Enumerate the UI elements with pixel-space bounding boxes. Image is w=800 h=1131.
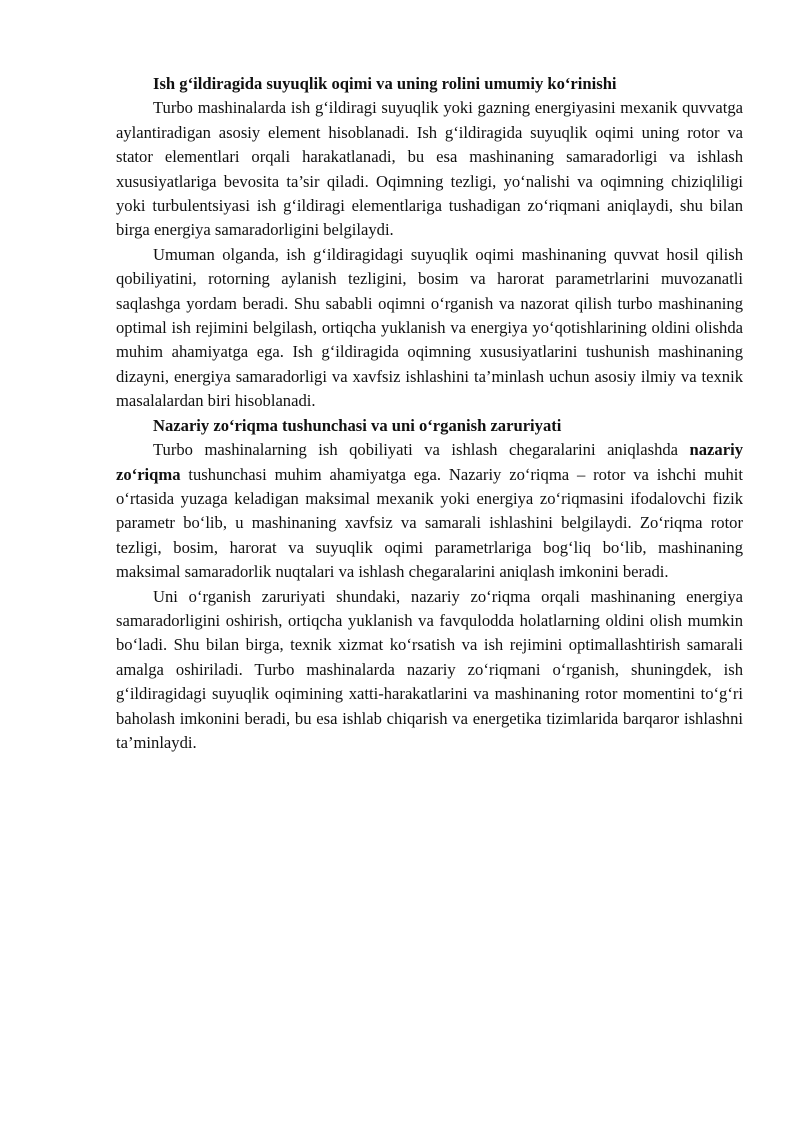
paragraph-flow-intro: Turbo mashinalarda ish g‘ildiragi suyuqlik yoki gazning energiyasini mexanik quvvatga aylantiradigan asosiy element hisoblanadi. Ish g‘ildiragida suyuqlik oqimi uning rotor va stator elementlari orqali harakatlanadi, bu esa mashinaning samaradorligi va ishlash xususiyatlariga bevosita ta’sir qiladi. Oqimning tezligi, yo‘nalishi va oqimning chiziqliligi yoki turbulentsiyasi ish g‘ildiragi elementlariga tushadigan zo‘riqmani aniqlaydi, shu bilan birga energiya samaradorligini belgilaydi. (116, 98, 743, 240)
bold-term: nazariy zo‘riqma (116, 440, 743, 484)
paragraph-flow-importance: Umuman olganda, ish g‘ildiragidagi suyuqlik oqimi mashinaning quvvat hosil qilish qobiliyatini, rotorning aylanish tezligini, bosim va harorat parametrlarini muvozanatli saqlashga yordam beradi. Shu sababli oqimni o‘rganish va nazorat qilish turbo mashinaning optimal ish rejimini belgilash, ortiqcha yuklanish va energiya yo‘qotishlarining oldini olishda muhim ahamiyatga ega. Ish g‘ildiragida oqimning xususiyatlarini tushunish mashinaning dizayni, energiya samaradorligi va xavfsiz ishlashini ta’minlash uchun asosiy ilmiy va texnik masalalardan biri hisoblanadi. (116, 244, 743, 411)
paragraph-text-end: tushunchasi muhim ahamiyatga ega. Nazariy zo‘riqma – rotor va ishchi muhit o‘rtasida yuzaga keladigan maksimal mexanik yoki energiya zo‘riqmasini ifodalovchi fizik parametr bo‘lib, u mashinaning xavfsiz va samarali ishlashini belgilaydi. Zo‘riqma rotor tezligi, bosim, harorat va suyuqlik oqimi parametrlariga bog‘liq bo‘lib, mashinaning maksimal samaradorlik nuqtalari va ishlash chegaralarini aniqlash imkonini beradi. (116, 464, 743, 582)
section-heading-flow-overview: Ish g‘ildiragida suyuqlik oqimi va uning rolini umumiy ko‘rinishi (153, 74, 617, 93)
section-heading-theoretical-stress: Nazariy zo‘riqma tushunchasi va uni o‘rganish zaruriyati (153, 415, 562, 435)
document-page (116, 72, 743, 755)
paragraph-text-start: Turbo mashinalarning ish qobiliyati va ishlash chegaralarini aniqlashda (153, 440, 690, 460)
paragraph-stress-definition (116, 438, 743, 584)
paragraph-stress-necessity: Uni o‘rganish zaruriyati shundaki, nazariy zo‘riqma orqali mashinaning energiya samaradorligini oshirish, ortiqcha yuklanish va favqulodda holatlarning oldini olish mumkin bo‘ladi. Shu bilan birga, texnik xizmat ko‘rsatish va ish rejimini optimallashtirish samarali amalga oshiriladi. Turbo mashinalarda nazariy zo‘riqmani o‘rganish, shuningdek, ish g‘ildiragidagi suyuqlik oqimining xatti-harakatlarini va mashinaning rotor momentini to‘g‘ri baholash imkonini beradi, bu esa ishlab chiqarish va energetika tizimlarida barqaror ishlashni ta’minlaydi. (116, 586, 743, 752)
